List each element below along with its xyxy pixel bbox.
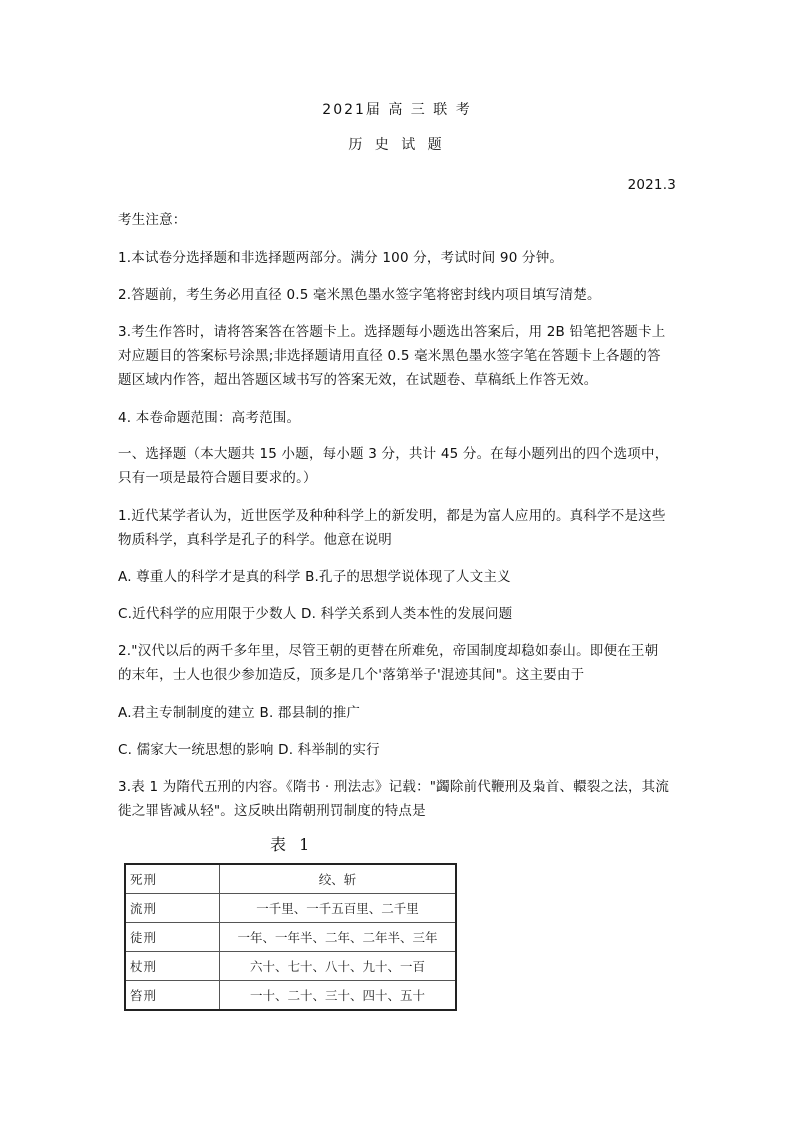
table-cell-penalty-name: 流刑 (125, 894, 220, 923)
section-intro-line-1: 一、选择题（本大题共 15 小题，每小题 3 分，共计 45 分。在每小题列出的四个选项中， (118, 446, 669, 462)
exam-title: 2021届 高 三 联 考 (322, 102, 472, 118)
table-cell-penalty-name: 杖刑 (125, 952, 220, 981)
notice-item-1: 1.本试卷分选择题和非选择题两部分。满分 100 分，考试时间 90 分钟。 (118, 250, 564, 266)
table-cell-penalty-name: 死刑 (125, 864, 220, 894)
notice-item-3-line-3: 题区域内作答，超出答题区域书写的答案无效，在试题卷、草稿纸上作答无效。 (118, 372, 598, 388)
q1-options-line-1: A. 尊重人的科学才是真的科学 B.孔子的思想学说体现了人文主义 (118, 569, 511, 585)
table-row (125, 952, 456, 981)
notice-item-3-line-1: 3.考生作答时，请将答案答在答题卡上。选择题每小题选出答案后，用 2B 铅笔把答题卡上 (118, 324, 666, 340)
table-cell-penalty-content: 一十、二十、三十、四十、五十 (220, 981, 457, 1011)
notice-heading: 考生注意： (118, 212, 187, 228)
table-cell-penalty-content: 六十、七十、八十、九十、一百 (220, 952, 457, 981)
notice-item-3-line-2: 对应题目的答案标号涂黑;非选择题请用直径 0.5 毫米黑色墨水签字笔在答题卡上各题的答 (118, 348, 661, 364)
q1-stem-line-2: 物质科学，真科学是孔子的科学。他意在说明 (118, 532, 392, 548)
notice-item-4: 4. 本卷命题范围：高考范围。 (118, 410, 301, 426)
table-row (125, 923, 456, 952)
table-cell-penalty-name: 徒刑 (125, 923, 220, 952)
q3-stem-line-1: 3.表 1 为隋代五刑的内容。《隋书 · 刑法志》记载："蠲除前代鞭刑及枭首、轘裂之法，其流 (118, 779, 670, 795)
table-cell-penalty-content: 绞、斩 (220, 864, 457, 894)
table-cell-penalty-content: 一年、一年半、二年、二年半、三年 (220, 923, 457, 952)
q2-options-line-2: C. 儒家大一统思想的影响 D. 科举制的实行 (118, 742, 380, 758)
penalty-table (124, 863, 457, 1011)
q3-stem-line-2: 徙之罪皆减从轻"。这反映出隋朝刑罚制度的特点是 (118, 803, 426, 819)
exam-date: 2021.3 (627, 177, 676, 193)
table-row (125, 981, 456, 1011)
table-caption: 表 1 (270, 835, 314, 854)
exam-subject: 历 史 试 题 (348, 137, 446, 153)
q2-options-line-1: A.君主专制制度的建立 B. 郡县制的推广 (118, 705, 361, 721)
table-cell-penalty-content: 一千里、一千五百里、二千里 (220, 894, 457, 923)
q2-stem-line-1: 2."汉代以后的两千多年里，尽管王朝的更替在所难免，帝国制度却稳如泰山。即便在王朝 (118, 643, 659, 659)
q1-stem-line-1: 1.近代某学者认为，近世医学及种种科学上的新发明，都是为富人应用的。真科学不是这些 (118, 508, 666, 524)
table-cell-penalty-name: 笞刑 (125, 981, 220, 1011)
table-row (125, 864, 456, 894)
q1-options-line-2: C.近代科学的应用限于少数人 D. 科学关系到人类本性的发展问题 (118, 606, 513, 622)
table-row (125, 894, 456, 923)
section-intro-line-2: 只有一项是最符合题目要求的。） (118, 470, 317, 486)
notice-item-2: 2.答题前，考生务必用直径 0.5 毫米黑色墨水签字笔将密封线内项目填写清楚。 (118, 287, 601, 303)
q2-stem-line-2: 的末年，士人也很少参加造反，顶多是几个'落第举子'混迹其间"。这主要由于 (118, 667, 585, 683)
